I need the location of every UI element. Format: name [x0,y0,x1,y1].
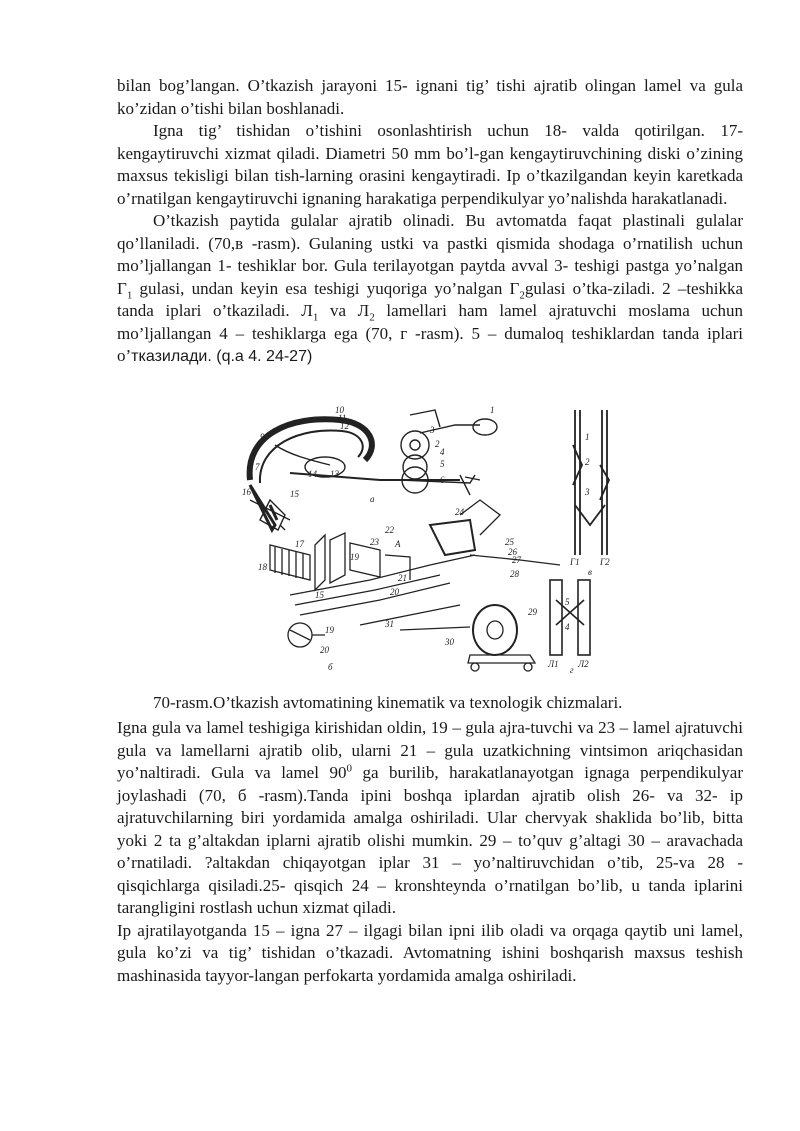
svg-text:21: 21 [398,573,407,583]
svg-text:Г1: Г1 [570,557,580,567]
superscript-degree: 0 [346,762,352,775]
svg-text:25: 25 [505,537,514,547]
subscript-l1: 1 [312,311,319,324]
svg-text:29: 29 [528,607,537,617]
svg-text:15: 15 [315,590,324,600]
paragraph-4-text-a: Igna gula va lamel teshigiga kirishidan oldin, 19 – gula ajra-tuvchi va 23 – lamel ajratuvchi gula va lamellarni ajratib olib, ularni 21 – gula uzatkichning vintsimon ariqchasidan yo’naltiradi. Gula va lamel 90 [117,718,743,782]
svg-text:A: A [395,539,401,549]
svg-text:16: 16 [242,487,251,497]
paragraph-3 [117,210,743,369]
paragraph-1 [117,75,743,120]
svg-text:8: 8 [252,449,257,459]
svg-text:4: 4 [565,622,570,632]
svg-text:7: 7 [255,462,260,472]
svg-text:6: 6 [440,475,445,485]
paragraph-3-text-f: тказилади. (q.a 4. 24-27) [131,348,313,365]
svg-text:19: 19 [325,625,334,635]
svg-text:5: 5 [440,459,445,469]
paragraph-5-text: Ip ajratilayotganda 15 – igna 27 – ilgagi bilan ipni ilib oladi va orqaga qaytib uni lamel, gula ko’zi va tig’ tishidan o’tkazadi. Avtomatning ishini boshqarish maxsus teshish mashinasida tayyor-langan perfokarta yordamida amalga oshiriladi. [117,920,743,985]
svg-text:24: 24 [455,507,464,517]
svg-text:1: 1 [585,432,590,442]
svg-text:в: в [588,567,592,577]
svg-text:28: 28 [510,569,519,579]
svg-text:20: 20 [390,587,399,597]
sub-figure-c [573,410,609,555]
svg-text:19: 19 [350,552,359,562]
sub-figure-d-labels [547,597,589,675]
svg-text:1: 1 [490,405,495,415]
svg-text:11: 11 [338,413,347,423]
svg-text:б: б [328,662,333,672]
figure-caption [117,692,743,715]
paragraph-3-text-c: gulasi o’tka-ziladi. 2 –teshikka tanda iplari o’tkaziladi. Л [117,278,743,320]
subscript-g1: 1 [126,288,133,301]
paragraph-3-text-d: va Л [318,301,370,320]
svg-text:10: 10 [335,405,344,415]
paragraph-2 [117,120,743,210]
subscript-l2: 2 [369,311,375,324]
svg-text:23: 23 [370,537,379,547]
svg-text:31: 31 [385,619,394,629]
svg-text:2: 2 [435,439,440,449]
svg-text:Л2: Л2 [578,659,589,669]
caption-text: 70-rasm.O’tkazish avtomatining kinematik va texnologik chizmalari. [153,693,623,712]
paragraph-3-text-a: O’tkazish paytida gulalar ajratib olinadi. Bu avtomatda faqat plastinali gulalar qo’llaniladi. (70,в -rasm). Gulaning ustki va pastki qismida shodaga o’rnatilish uchun mo’ljallangan 1- teshiklar bor. Gula terilayotgan paytda avval 3- teshigi pastga yo’nalgan Г [117,211,743,298]
svg-text:Г2: Г2 [600,557,610,567]
svg-text:15: 15 [290,489,299,499]
svg-text:2: 2 [585,457,590,467]
svg-text:4: 4 [440,447,445,457]
svg-text:a: a [370,494,375,504]
paragraph-5 [117,920,743,988]
svg-text:13: 13 [330,469,339,479]
svg-text:27: 27 [512,555,521,565]
svg-text:20: 20 [320,645,329,655]
paragraph-3-text-b: gulasi, undan keyin esa teshigi yuqoriga yo’nalgan Г [132,278,520,298]
sub-figure-d [550,580,590,655]
svg-text:22: 22 [385,525,394,535]
svg-text:9: 9 [260,432,265,442]
svg-text:Л1: Л1 [548,659,559,669]
subscript-g2: 2 [519,288,525,301]
paragraph-3-text-e: lamellari ham lamel ajratuvchi moslama uchun mo’ljallangan 4 – teshiklarga ega (70, г -rasm). 5 – dumaloq teshiklardan tanda iplari o’ [117,301,743,365]
paragraph-4 [117,717,743,920]
svg-text:17: 17 [295,539,304,549]
paragraph-4-text-b: ga burilib, harakatlanayotgan ignaga perpendikulyar joylashadi (70, б -rasm).Tanda ipini boshqa iplardan ajratib olish 26- va 32- ip ajratuvchilarning biri yordamida amalga oshiriladi. Ular chervyak shaklida bo’lib, bitta yoki 2 ta g’altakdan iplarni ajratib olishi mumkin. 29 – to’quv g’altagi 30 – aravachada o’rnatiladi. ?altakdan chiqayotgan iplar 31 – yo’naltiruvchidan o’tib, 25-va 28 - qisqichlarga qisiladi.25- qisqich 24 – kronshteynda o’rnatilgan bo’lib, u tanda iplarini tarangligini rostlash uchun xizmat qiladi. [117,763,743,917]
svg-text:30: 30 [445,637,454,647]
svg-text:3: 3 [430,425,435,435]
text-block-upper [117,75,743,369]
svg-text:14: 14 [308,469,317,479]
text-block-lower [117,717,743,987]
paragraph-2-text: Igna tig’ tishidan o’tishini osonlashtirish uchun 18- valda qotirilgan. 17- kengaytiruvchi xizmat qiladi. Diametri 50 mm bo’l-gan kengaytiruvchining diski o’zining maxsus tekisligi bilan tish-larning orasini kengaytiradi. Ip o’tkazilgandan keyin karetkada o’rnatilgan kengaytiruvchi ignaning harakatiga perpendikulyar yo’nalishda harakatlanadi. [117,121,743,208]
paragraph-1-text: bilan bog’langan. O’tkazish jarayoni 15- ignani tig’ tishi ajratib olingan lamel va gula ko’zidan o’tishi bilan boshlanadi. [117,76,743,118]
figure-70-drawing [230,405,630,675]
svg-text:26: 26 [508,547,517,557]
svg-text:г: г [570,665,574,675]
sub-figure-b [270,500,560,671]
svg-text:18: 18 [258,562,267,572]
svg-text:3: 3 [585,487,590,497]
svg-text:5: 5 [565,597,570,607]
svg-text:12: 12 [340,421,349,431]
